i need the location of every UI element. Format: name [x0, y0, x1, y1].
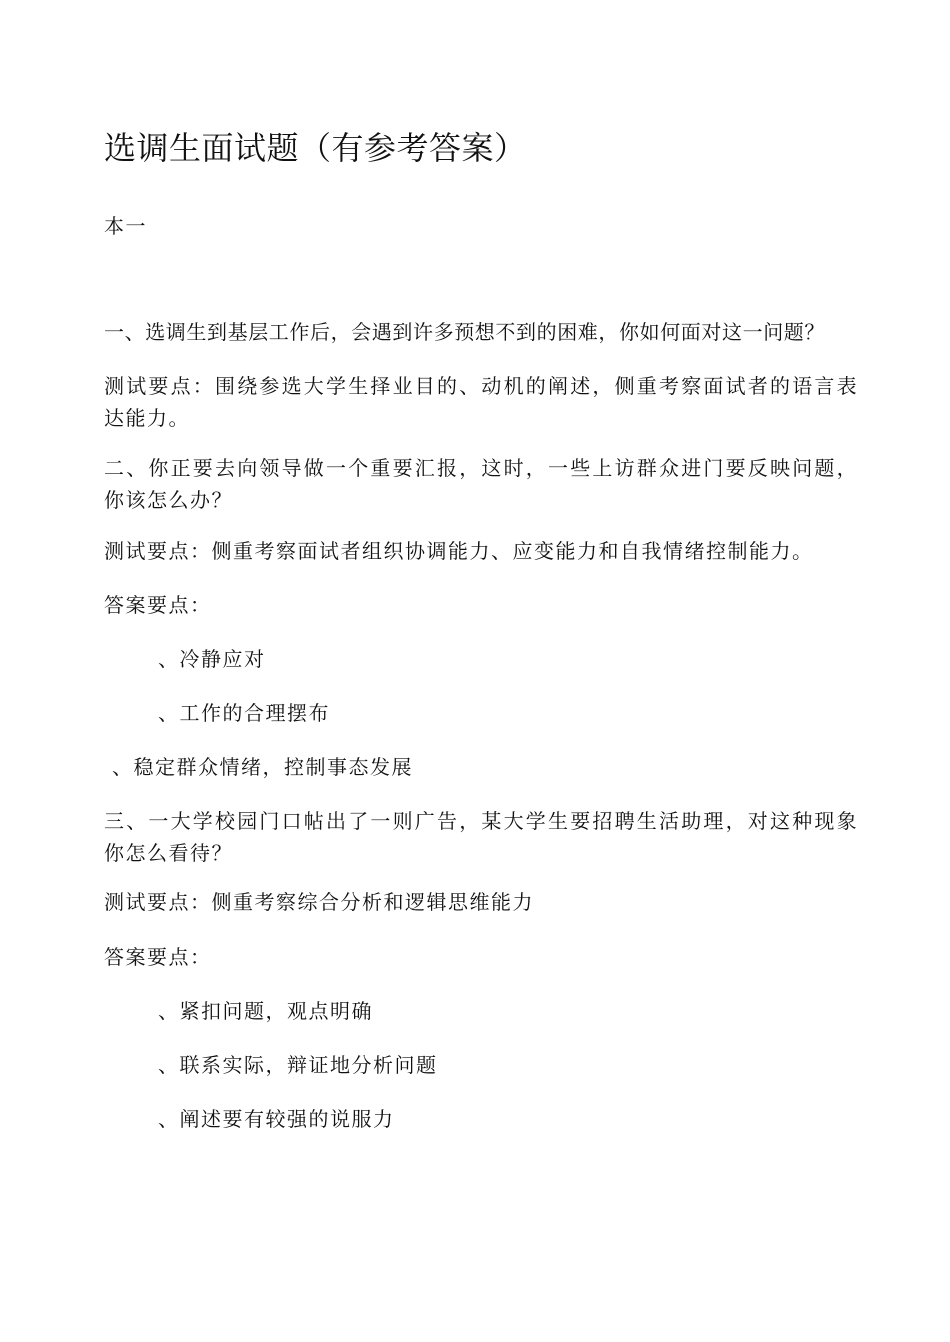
document-subtitle: 本一	[104, 214, 147, 238]
question-3	[104, 805, 859, 869]
question-2-test-points: 测试要点：侧重考察面试者组织协调能力、应变能力和自我情绪控制能力。	[104, 539, 814, 563]
question-1-test-points	[104, 370, 859, 434]
question-3-answer-1: 、紧扣问题，观点明确	[158, 999, 373, 1023]
question-3-answer-3: 、阐述要有较强的说服力	[158, 1107, 395, 1131]
question-1-test-points-line-2: 达能力。	[104, 406, 190, 430]
document-title: 选调生面试题（有参考答案）	[104, 129, 527, 167]
question-3-answer-label: 答案要点：	[104, 945, 212, 969]
question-1-test-points-line-1: 测试要点：围绕参选大学生择业目的、动机的阐述，侧重考察面试者的语言表	[104, 374, 859, 398]
question-3-line-2: 你怎么看待？	[104, 841, 233, 865]
question-2-answer-2: 、工作的合理摆布	[158, 701, 330, 725]
question-2-answer-label: 答案要点：	[104, 593, 212, 617]
question-2-answer-1: 、冷静应对	[158, 647, 266, 671]
question-1: 一、选调生到基层工作后，会遇到许多预想不到的困难，你如何面对这一问题？	[104, 320, 825, 344]
question-3-line-1: 三、一大学校园门口帖出了一则广告，某大学生要招聘生活助理，对这种现象	[104, 809, 859, 833]
question-2-answer-3: 、稳定群众情绪，控制事态发展	[112, 755, 413, 779]
question-2-line-1: 二、你正要去向领导做一个重要汇报，这时，一些上访群众进门要反映问题，	[104, 456, 859, 480]
question-3-answer-2: 、联系实际，辩证地分析问题	[158, 1053, 438, 1077]
question-2-line-2: 你该怎么办？	[104, 488, 233, 512]
question-2	[104, 452, 859, 516]
question-3-test-points: 测试要点：侧重考察综合分析和逻辑思维能力	[104, 890, 534, 914]
